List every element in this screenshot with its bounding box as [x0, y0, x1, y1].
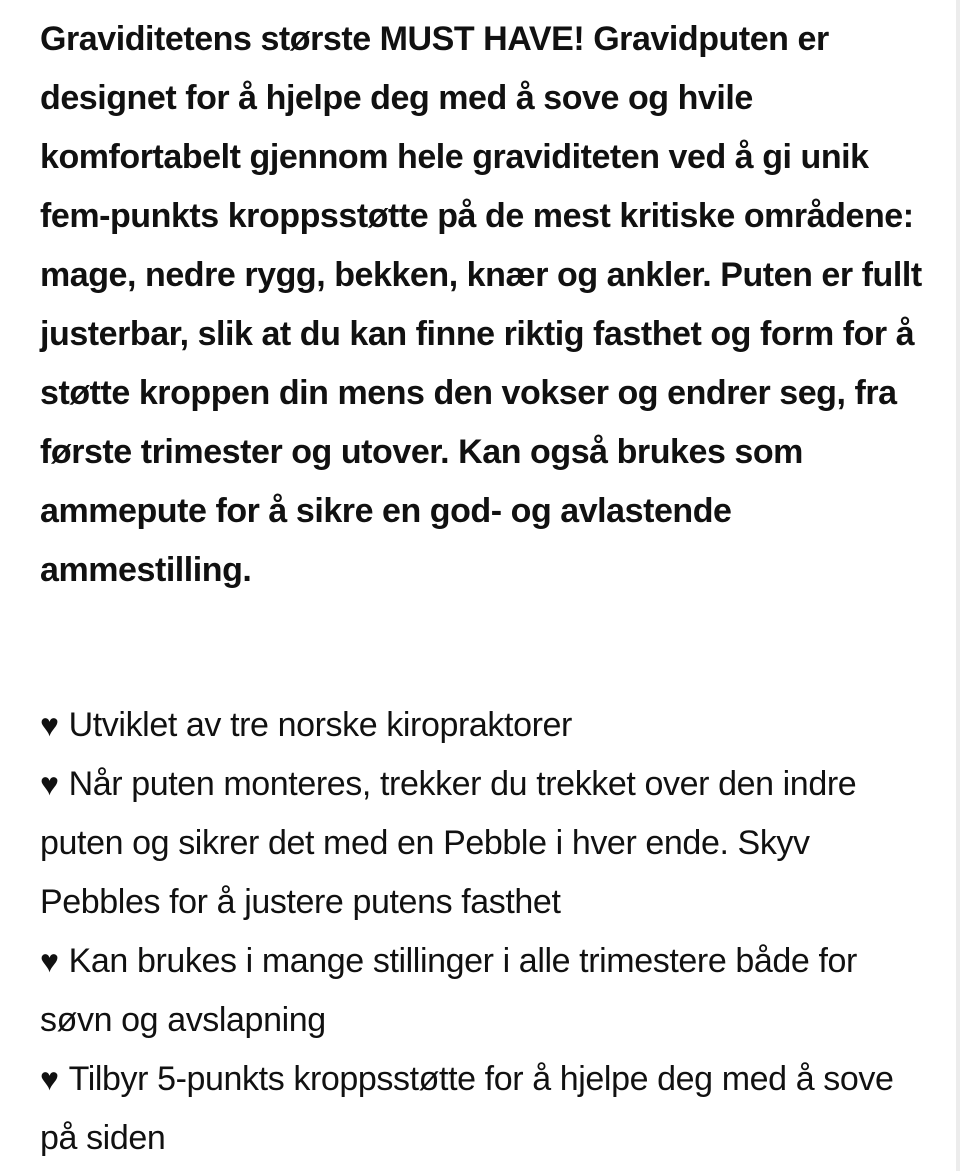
feature-text: Utviklet av tre norske kiropraktorer	[68, 706, 572, 744]
list-item	[40, 696, 930, 755]
description-paragraph: Graviditetens største MUST HAVE! Gravidputen er designet for å hjelpe deg med å sove og hvile komfortabelt gjennom hele graviditeten ved å gi unik fem-punkts kroppsstøtte på de mest kritiske områdene: mage, nedre rygg, bekken, knær og ankler. Puten er fullt justerbar, slik at du kan finne riktig fasthet og form for å støtte kroppen din mens den vokser og endrer seg, fra første trimester og utover. Kan også brukes som ammepute for å sikre en god- og avlastende ammestilling.	[40, 20, 922, 589]
heart-icon: ♥	[40, 1061, 59, 1097]
list-item	[40, 932, 930, 1050]
list-item	[40, 1050, 930, 1168]
heart-icon: ♥	[40, 707, 59, 743]
scrollbar[interactable]	[956, 0, 960, 1171]
list-item	[40, 755, 930, 932]
feature-text: Kan brukes i mange stillinger i alle trimestere både for søvn og avslapning	[40, 942, 857, 1039]
feature-list	[40, 696, 930, 1168]
feature-text: Når puten monteres, trekker du trekket over den indre puten og sikrer det med en Pebble i hver ende. Skyv Pebbles for å justere putens fasthet	[40, 765, 857, 921]
product-description	[40, 10, 930, 1157]
heart-icon: ♥	[40, 766, 59, 802]
feature-text: Tilbyr 5-punkts kroppsstøtte for å hjelpe deg med å sove på siden	[40, 1060, 894, 1157]
heart-icon: ♥	[40, 943, 59, 979]
